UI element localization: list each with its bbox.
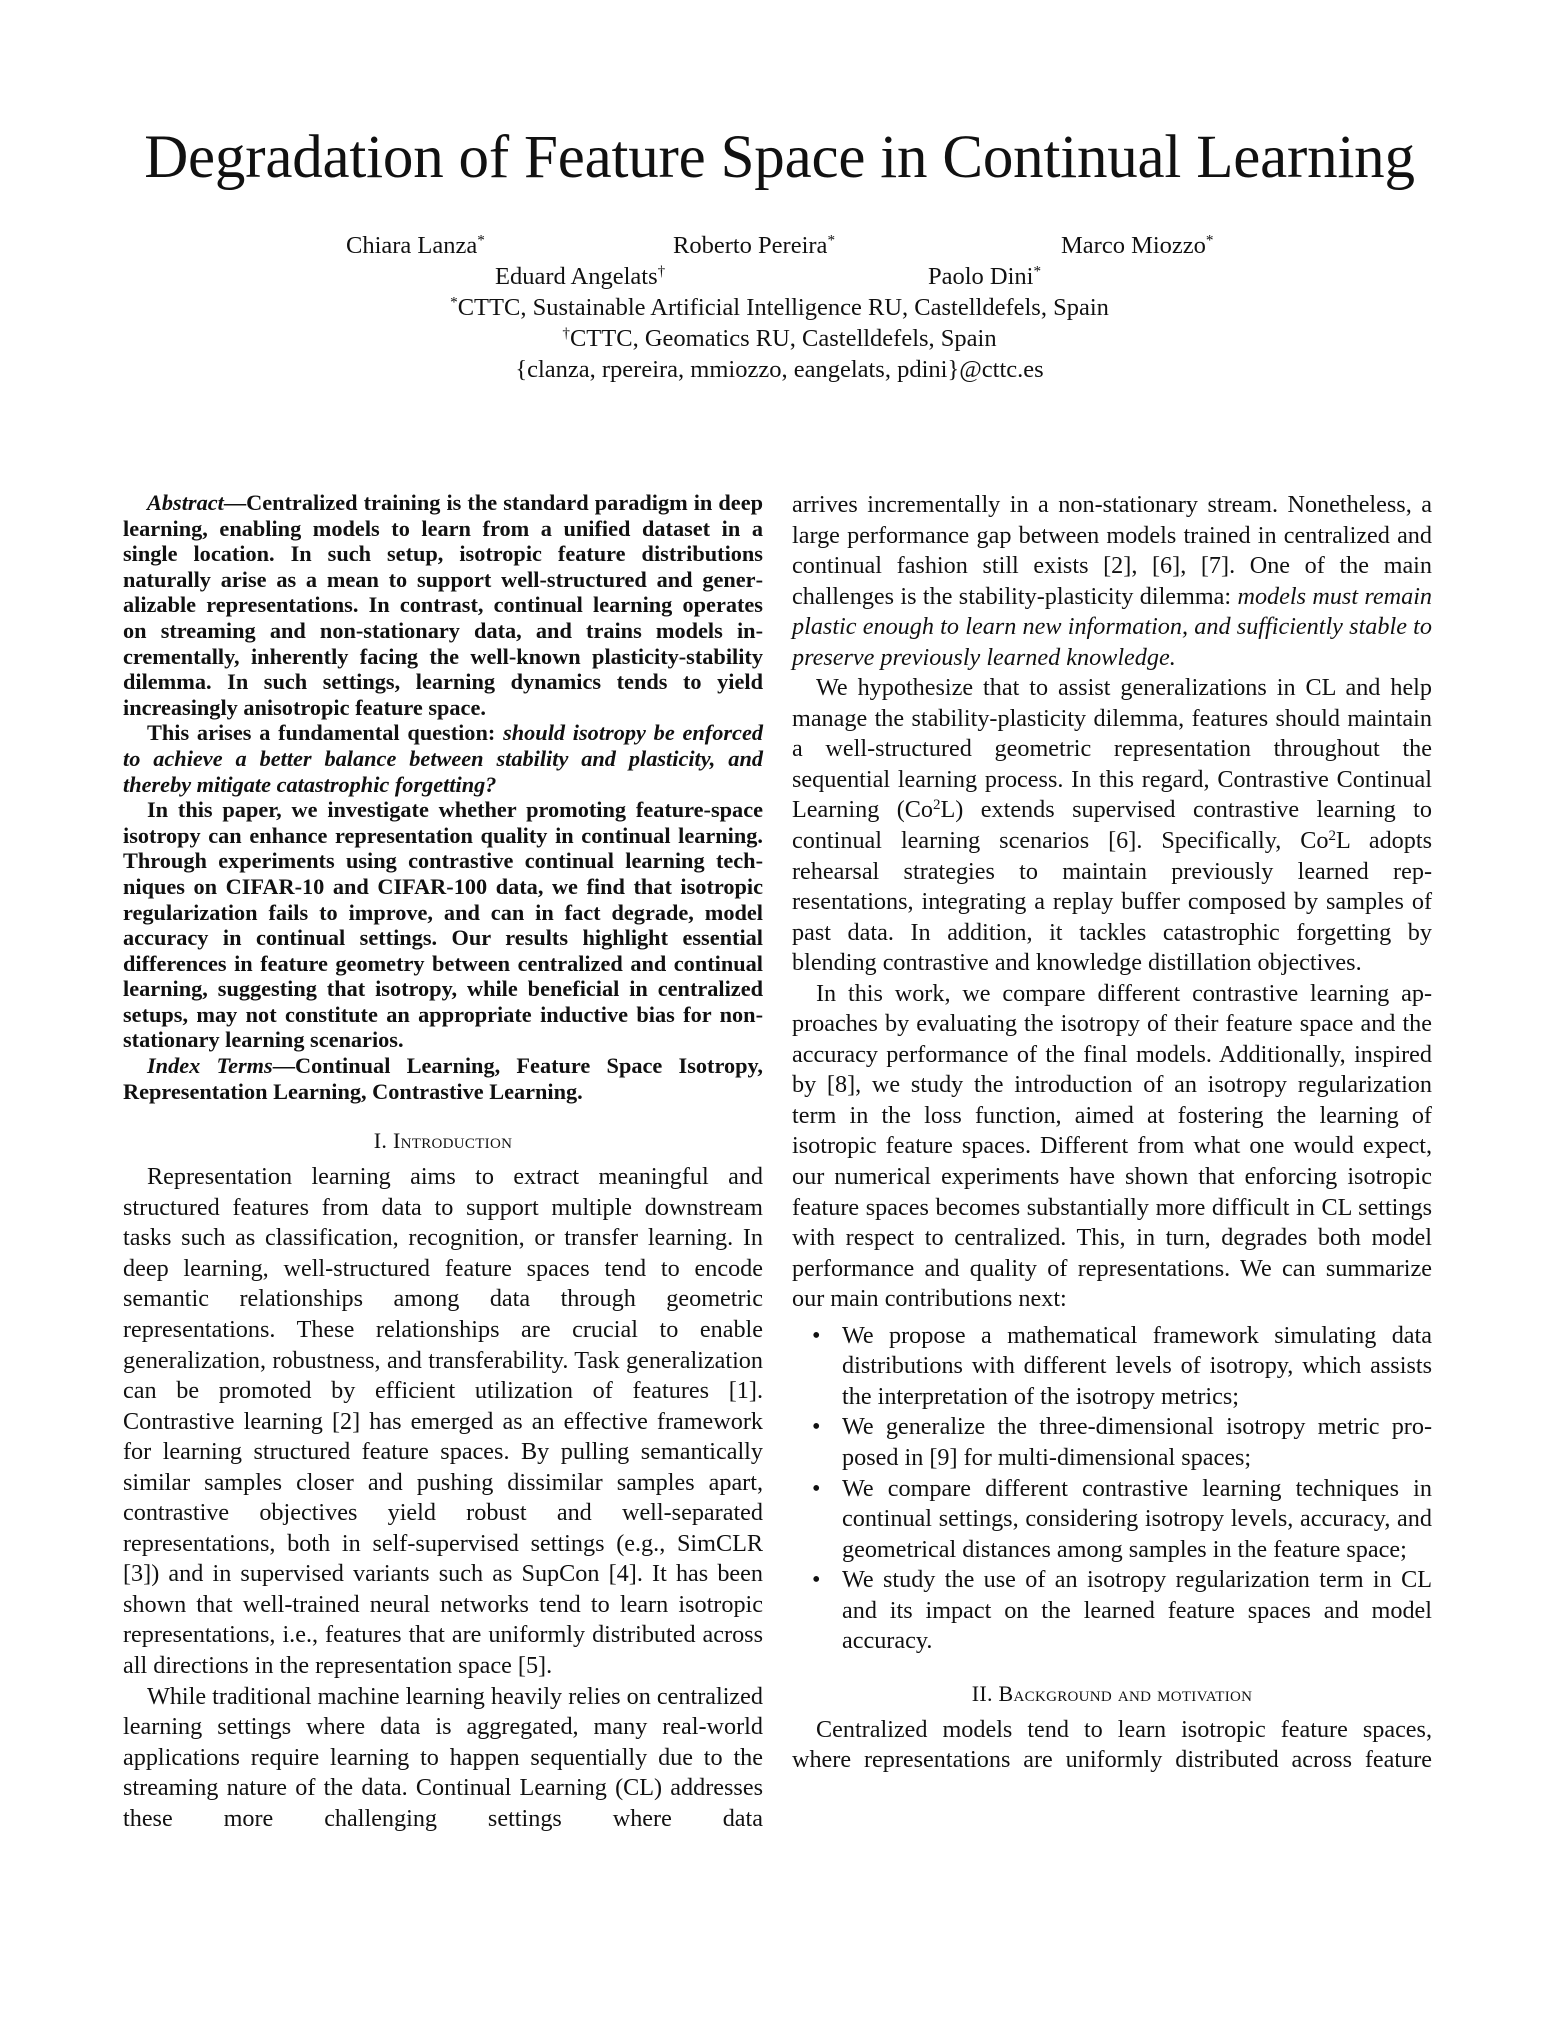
author-row-1 [0,230,1559,261]
abstract-question: should isotropy be enforced to achieve a better balance between stability and plasticity, and thereby mitigate catastrophic forgetting? [123,720,763,797]
contribution-text: We generalize the three-dimensional isotropy metric proposed in [9] for multi-dimensional spaces; [842,1413,1432,1471]
author-block [0,230,1559,385]
author-name-text: Chiara Lanza [346,232,478,259]
author-name [495,261,665,292]
affiliation-1 [0,292,1559,323]
superscript: 2 [1328,827,1337,844]
author-name-text: Paolo Dini [928,263,1034,290]
left-column [123,490,763,1834]
contribution-item [792,1412,1432,1473]
right-column [792,490,1432,1776]
contribution-item [792,1565,1432,1657]
superscript: 2 [933,797,941,814]
contribution-text: We compare different contrastive learning techniques in continual settings, considering isotropy levels, accuracy, and geometrical distances among samples in the feature space; [842,1474,1432,1563]
intro-paragraph-4: In this work, we compare different contrastive learning approaches by evaluating the isotropy of their feature space and the accuracy performance of the final models. Additionally, inspired by [8], we study the introduction of an isotropy regularization term in the loss function, aimed at fostering the learning of isotropic feature spaces. Different from what one would expect, our numerical experiments have shown that enforcing isotropic feature spaces becomes substantially more difficult in CL settings with respect to centralized. This, in turn, degrades both model performance and quality of representations. We can summarize our main contributions next: [792,979,1432,1313]
affiliation-text: CTTC, Geomatics RU, Castelldefels, Spain [569,325,997,352]
body-text: L adopts rehearsal strategies to maintain previously learned representations, integrating a replay buffer composed by samples of past data. In addition, it tackles catastrophic forgetting by blending contrastive and knowledge distillation objectives. [792,827,1433,977]
index-terms-dash: — [272,1053,295,1079]
contributions-list [792,1321,1432,1657]
intro-paragraph-3 [792,673,1432,978]
abstract-label: Abstract [147,490,224,515]
affiliation-mark: † [562,324,570,342]
body-text: L) extends supervised contrastive learning to continual learning scenarios [6]. Specifically, Co [792,796,1432,855]
contribution-text: We study the use of an isotropy regularization term in CL and its impact on the learned feature spaces and model accuracy. [842,1566,1432,1655]
author-emails [0,354,1559,385]
intro-paragraph-2: While traditional machine learning heavily relies on centralized learning settings where data is aggregated, many real-world applications require learning to happen sequentially due to the streaming nature of the data. Continual Learning (CL) addresses these more challenging settings where data [123,1682,763,1832]
abstract-text: In this paper, we investigate whether promoting feature-space isotropy can enhance representation quality in continual learning. Through experiments using contrastive continual learning techniques on CIFAR-10 and CIFAR-100 data, we find that isotropic regularization fails to improve, and can in fact degrade, model accuracy in continual settings. Our results highlight essential differences in feature geometry between centralized and continual learning, suggesting that isotropy, while beneficial in centralized setups, may not constitute an appropriate inductive bias for nonstationary learning scenarios. [123,797,763,1053]
affiliation-mark: * [477,231,485,249]
abstract-text: Centralized training is the standard paradigm in deep learning, enabling models to learn from a unified dataset in a single location. In such setup, isotropic feature distributions naturally arise as a mean to support well-structured and generalizable representations. In contrast, continual learning operates on streaming and non-stationary data, and trains models incrementally, inherently facing the well-known plasticity-stability dilemma. In such settings, learning dynamics tends to yield increasingly anisotropic feature space. [123,490,763,720]
contribution-text: We propose a mathematical framework simulating data distributions with different levels of isotropy, which assists the interpretation of the isotropy metrics; [842,1321,1432,1410]
affiliation-mark: * [827,231,836,249]
author-name-text: Eduard Angelats [495,263,658,290]
section-heading-background: II. Background and motivation [971,1680,1253,1706]
bullet-icon: • [812,1413,821,1441]
index-terms-label: Index Terms [147,1053,273,1079]
affiliation-mark: † [657,262,666,280]
author-name-text: Marco Miozzo [1061,232,1206,259]
index-terms [123,1053,763,1104]
affiliation-mark: * [1033,262,1042,280]
bullet-icon: • [812,1321,821,1349]
paper-title: Degradation of Feature Space in Continual Learning [144,124,1415,191]
contribution-item [792,1474,1432,1566]
abstract-text: This arises a fundamental question: [147,720,504,746]
abstract-paragraph-2 [123,720,763,797]
dilemma-statement: models must remain plastic enough to learn new information, and sufficiently stable to preserve previously learned knowledge. [792,582,1433,671]
author-name [673,230,835,261]
index-terms-text: Continual Learning, Feature Space Isotropy, Representation Learning, Contrastive Learning. [123,1053,763,1104]
author-name-text: Roberto Pereira [673,232,828,259]
author-name [928,261,1041,292]
abstract-dash: — [223,490,247,515]
affiliation-mark: * [450,293,458,311]
intro-paragraph-2-continued [792,490,1432,673]
author-name [1061,230,1214,261]
bullet-icon: • [812,1566,821,1594]
contribution-item [792,1321,1432,1413]
background-paragraph-1: Centralized models tend to learn isotropic feature spaces, where representations are uniformly distributed across feature [792,1715,1432,1774]
intro-paragraph-1: Representation learning aims to extract meaningful and structured features from data to support multiple downstream tasks such as classification, recognition, or transfer learning. In deep learning, well-structured feature spaces tend to encode semantic relationships among data through geometric representations. These relationships are crucial to enable generalization, robustness, and transferability. Task generalization can be promoted by efficient utilization of features [1]. Contrastive learning [2] has emerged as an effective framework for learning structured feature spaces. By pulling semantically similar samples closer and pushing dissimilar samples apart, contrastive objectives yield robust and well-separated representations, both in self-supervised settings (e.g., SimCLR [3]) and in supervised variants such as SupCon [4]. It has been shown that well-trained neural networks tend to learn isotropic representations, i.e., features that are uniformly distributed across all directions in the representation space [5]. [123,1163,763,1679]
section-heading-introduction: I. Introduction [373,1128,513,1154]
author-name [346,230,485,261]
body-text: arrives incrementally in a non-stationary stream. Nonetheless, a large performance gap between models trained in centralized and continual fashion still exists [2], [6], [7]. One of the main challenges is the stability-plasticity dilemma: [792,491,1432,610]
abstract [123,490,763,1104]
affiliation-mark: * [1205,231,1214,249]
abstract-paragraph-1 [123,490,763,720]
affiliation-2 [0,323,1559,354]
affiliation-text: CTTC, Sustainable Artificial Intelligence RU, Castelldefels, Spain [457,294,1109,321]
author-row-2 [0,261,1559,292]
body-text: We hypothesize that to assist generalizations in CL and help manage the stability-plasticity dilemma, features should maintain a well-structured geometric representation throughout the sequential learning process. In this regard, Contrastive Continual Learning (Co [792,674,1432,824]
bullet-icon: • [812,1474,821,1502]
email-text[interactable]: {clanza, rpereira, mmiozzo, eangelats, pdini}@cttc.es [515,356,1044,383]
abstract-paragraph-3 [123,797,763,1053]
